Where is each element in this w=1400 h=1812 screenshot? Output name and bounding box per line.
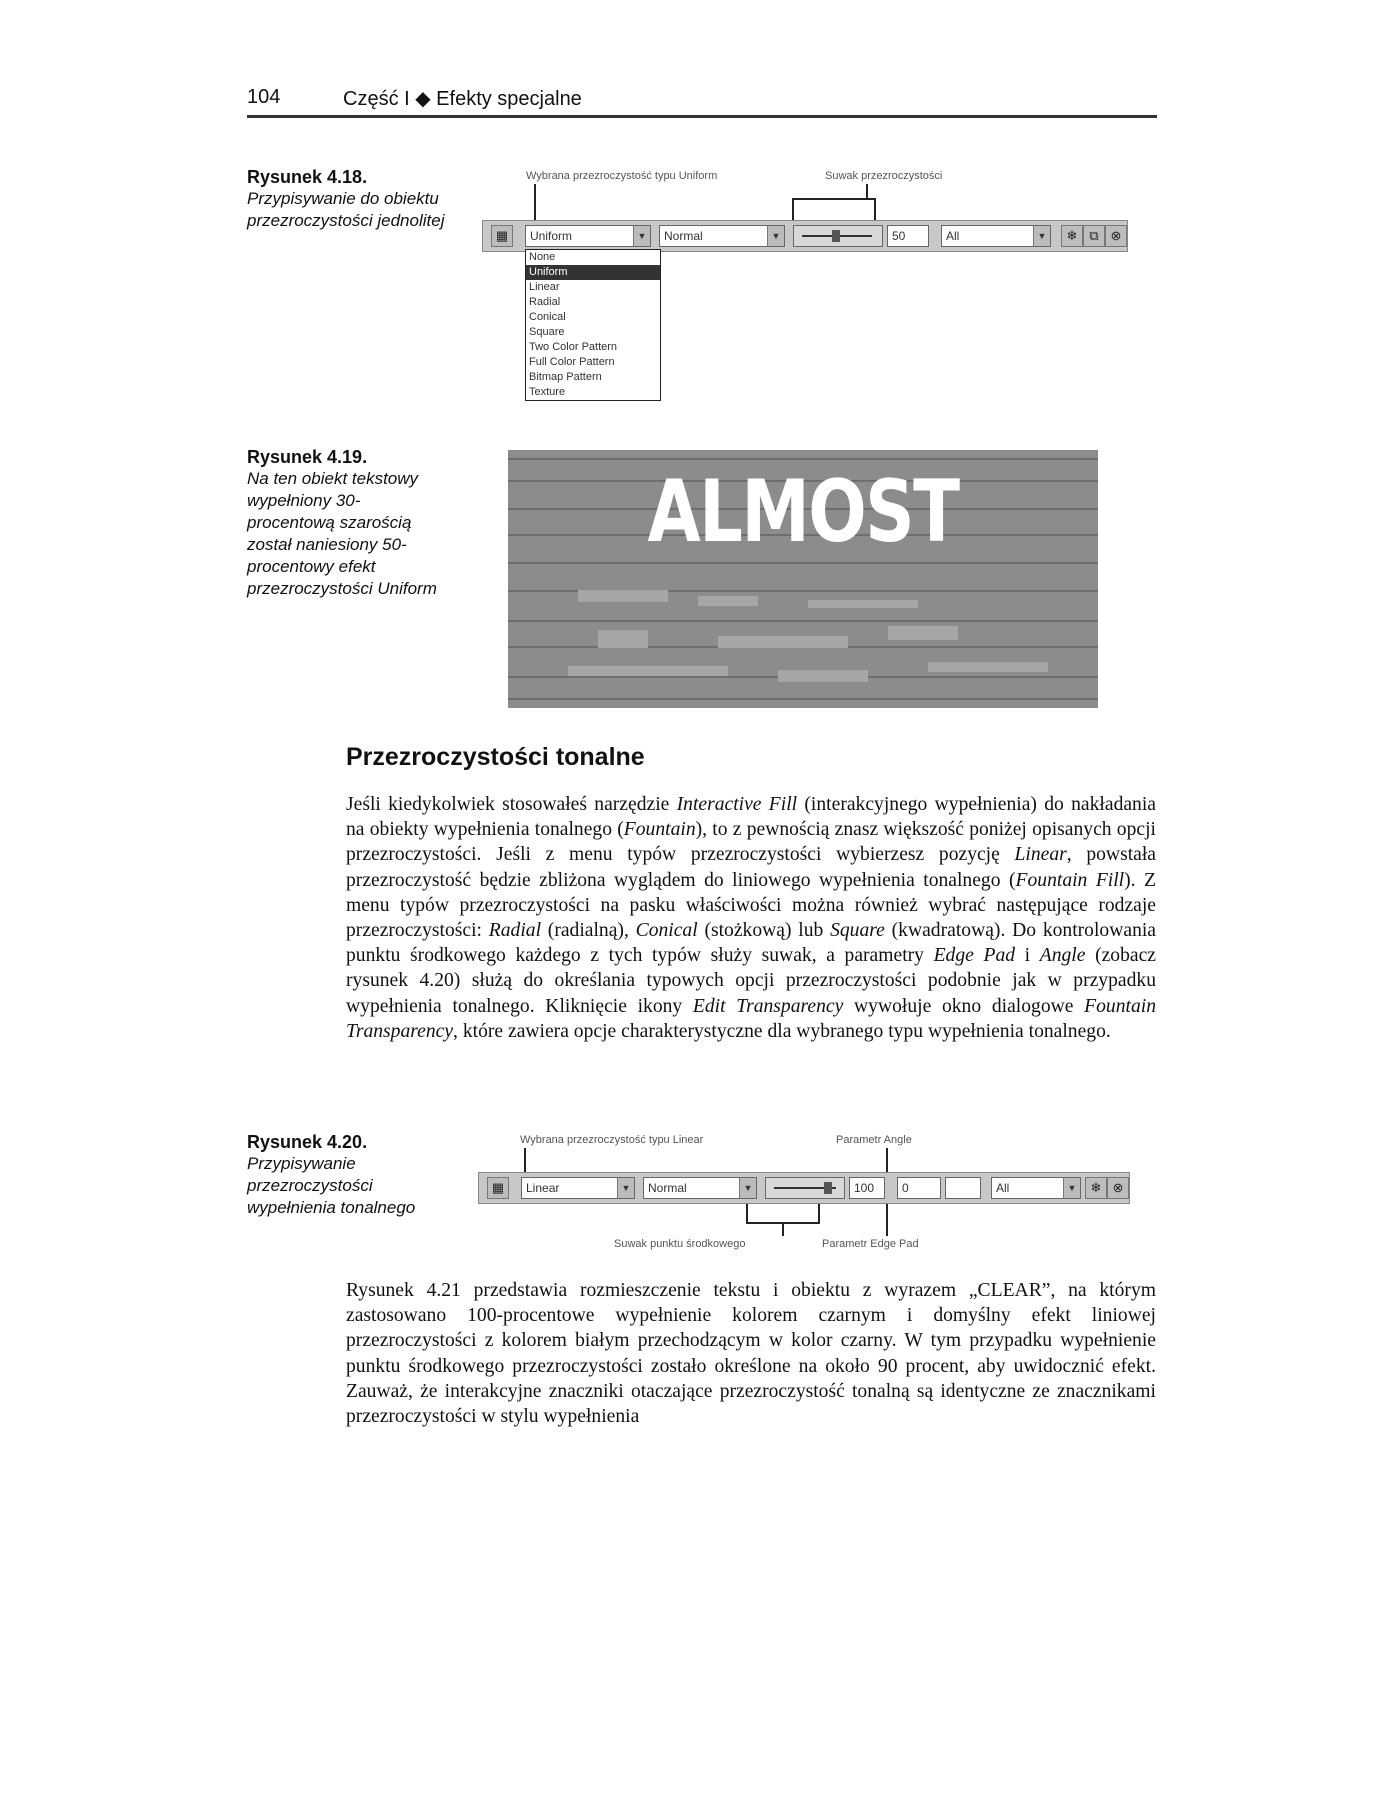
figure-number: Rysunek 4.19. xyxy=(247,447,368,467)
menu-item-bitmap-pattern[interactable]: Bitmap Pattern xyxy=(529,371,602,383)
annotation-selected-uniform: Wybrana przezroczystość typu Uniform xyxy=(526,170,718,182)
italic-term: Conical xyxy=(635,920,698,942)
leader-line xyxy=(866,184,868,199)
transparency-type-dropdown[interactable]: Linear ▼ xyxy=(521,1177,635,1199)
chevron-down-icon: ▼ xyxy=(617,1178,634,1198)
figure-4-18-caption xyxy=(247,166,447,232)
faded-block xyxy=(888,626,958,640)
italic-term: Edit Transparency xyxy=(692,995,844,1017)
faded-block xyxy=(698,596,758,606)
menu-item-conical[interactable]: Conical xyxy=(529,311,566,323)
chevron-down-icon: ▼ xyxy=(1033,226,1050,246)
transparency-tool-icon[interactable]: ▦ xyxy=(487,1177,509,1199)
figure-4-20-caption xyxy=(247,1131,447,1219)
texture-stripe xyxy=(508,562,1098,564)
menu-item-texture[interactable]: Texture xyxy=(529,386,566,398)
faded-block xyxy=(928,662,1048,672)
figure-number: Rysunek 4.18. xyxy=(247,167,368,187)
apply-to-dropdown[interactable]: All ▼ xyxy=(941,225,1051,247)
menu-item-linear[interactable]: Linear xyxy=(529,281,560,293)
page-header xyxy=(247,86,1157,116)
slider-thumb[interactable] xyxy=(824,1182,832,1194)
property-bar-uniform xyxy=(482,220,1128,252)
copy-properties-icon[interactable]: ⧉ xyxy=(1083,225,1105,247)
leader-line xyxy=(874,198,876,222)
faded-block xyxy=(578,590,668,602)
figure-4-19-caption xyxy=(247,446,447,600)
chevron-down-icon: ▼ xyxy=(1063,1178,1080,1198)
faded-block xyxy=(718,636,848,648)
freeze-icon[interactable]: ❄ xyxy=(1085,1177,1107,1199)
annotation-angle-parameter: Parametr Angle xyxy=(836,1134,912,1146)
italic-term: Edge Pad xyxy=(933,945,1016,967)
chevron-down-icon: ▼ xyxy=(767,226,784,246)
italic-term: Fountain Fill xyxy=(1015,869,1125,891)
freeze-icon[interactable]: ❄ xyxy=(1061,225,1083,247)
chevron-down-icon: ▼ xyxy=(739,1178,756,1198)
leader-line xyxy=(782,1222,784,1236)
transparency-mode-dropdown[interactable]: Normal ▼ xyxy=(643,1177,757,1199)
italic-term: Radial xyxy=(488,920,542,942)
transparency-tool-icon[interactable]: ▦ xyxy=(491,225,513,247)
leader-line xyxy=(792,198,794,222)
menu-item-full-color-pattern[interactable]: Full Color Pattern xyxy=(529,356,615,368)
annotation-transparency-slider: Suwak przezroczystości xyxy=(825,170,943,182)
transparency-type-menu xyxy=(525,249,661,401)
clear-transparency-icon[interactable]: ⊗ xyxy=(1107,1177,1129,1199)
leader-line xyxy=(886,1148,888,1174)
transparency-value-field[interactable]: 50 xyxy=(887,225,929,247)
slider-thumb[interactable] xyxy=(832,230,840,242)
italic-term: Angle xyxy=(1039,945,1086,967)
figure-caption-text: Przypisywanie do obiektu przezroczystości jednolitej xyxy=(247,189,445,230)
transparency-type-dropdown[interactable]: Uniform ▼ xyxy=(525,225,651,247)
italic-term: Fountain xyxy=(623,819,696,841)
texture-stripe xyxy=(508,620,1098,622)
texture-stripe xyxy=(508,698,1098,700)
texture-stripe xyxy=(508,458,1098,460)
header-rule xyxy=(247,115,1157,118)
midpoint-slider[interactable] xyxy=(765,1177,845,1199)
body-paragraph: Jeśli kiedykolwiek stosowałeś narzędzie Interactive Fill (interakcyjnego wypełnienia) do nakładania na obiekty wypełnienia tonalnego (Fountain), to z pewnością znasz większość poniżej opisanych opcji przezroczystości. Jeśli z menu typów przezroczystości wybierzesz pozycję Linear, powstała przezroczystość będzie zbliżona wyglądem do liniowego wypełnienia tonalnego (Fountain Fill). Z menu typów przezroczystości na pasku właściwości można również wybrać następujące rodzaje przezroczystości: Radial (radialną), Conical (stożkową) lub Square (kwadratową). Do kontrolowania punktu środkowego każdego z tych typów służy suwak, a parametry Edge Pad i Angle (zobacz rysunek 4.20) służą do określania typowych opcji przezroczystości podobnie jak w przypadku wypełnienia tonalnego. Kliknięcie ikony Edit Transparency wywołuje okno dialogowe Fountain Transparency, które zawiera opcje charakterystyczne dla wybranego typu wypełnienia tonalnego. xyxy=(346,794,1157,1042)
running-title: Część I ◆ Efekty specjalne xyxy=(343,88,582,110)
menu-item-none[interactable]: None xyxy=(529,251,556,263)
section-heading: Przezroczystości tonalne xyxy=(346,743,645,771)
faded-block xyxy=(778,670,868,682)
faded-block xyxy=(568,666,728,676)
faded-block xyxy=(598,630,648,648)
annotation-midpoint-slider: Suwak punktu środkowego xyxy=(614,1238,746,1250)
annotation-selected-linear: Wybrana przezroczystość typu Linear xyxy=(520,1134,704,1146)
leader-line xyxy=(524,1148,526,1174)
italic-term: Interactive Fill xyxy=(676,794,798,815)
figure-caption-text: Na ten obiekt tekstowy wypełniony 30-procentową szarością został naniesiony 50-procentowy efekt przezroczystości Uniform xyxy=(247,469,437,598)
italic-term: Square xyxy=(830,920,885,942)
leader-line xyxy=(792,198,876,200)
almost-figure-image xyxy=(508,450,1098,708)
edge-pad-field[interactable] xyxy=(945,1177,981,1199)
clear-transparency-icon[interactable]: ⊗ xyxy=(1105,225,1127,247)
angle-field[interactable]: 0 xyxy=(897,1177,941,1199)
figure-caption-text: Przypisywanie przezroczystości wypełnienia tonalnego xyxy=(247,1154,416,1217)
almost-text: ALMOST xyxy=(647,462,959,562)
italic-term: Fountain Transparency xyxy=(346,995,1156,1042)
chevron-down-icon: ▼ xyxy=(633,226,650,246)
property-bar-linear xyxy=(478,1172,1130,1204)
leader-line xyxy=(818,1204,820,1224)
page-number: 104 xyxy=(247,86,281,108)
italic-term: Linear xyxy=(1014,844,1067,866)
leader-line xyxy=(746,1204,748,1224)
apply-to-dropdown[interactable]: All ▼ xyxy=(991,1177,1081,1199)
midpoint-value-field[interactable]: 100 xyxy=(849,1177,885,1199)
transparency-slider[interactable] xyxy=(793,225,883,247)
menu-item-radial[interactable]: Radial xyxy=(529,296,561,308)
leader-line xyxy=(886,1204,888,1236)
figure-number: Rysunek 4.20. xyxy=(247,1132,368,1152)
menu-item-uniform[interactable]: Uniform xyxy=(526,265,660,280)
menu-item-square[interactable]: Square xyxy=(529,326,565,338)
body-paragraph: Rysunek 4.21 przedstawia rozmieszczenie tekstu i obiektu z wyrazem „CLEAR”, na którym zastosowano 100-procentowe wypełnienie kolorem czarnym i domyślny efekt liniowej przezroczystości z kolorem białym przechodzącym w kolor czarny. W tym przypadku wypełnienie punktu środkowego przezroczystości zostało określone na około 90 procent, aby uwidocznić efekt. Zauważ, że interakcyjne znaczniki otaczające przezroczystość tonalną są identyczne ze znacznikami przezroczystości w stylu wypełnienia xyxy=(346,1280,1156,1428)
menu-item-two-color-pattern[interactable]: Two Color Pattern xyxy=(529,341,618,353)
annotation-edge-pad-parameter: Parametr Edge Pad xyxy=(822,1238,919,1250)
transparency-mode-dropdown[interactable]: Normal ▼ xyxy=(659,225,785,247)
faded-block xyxy=(808,600,918,608)
